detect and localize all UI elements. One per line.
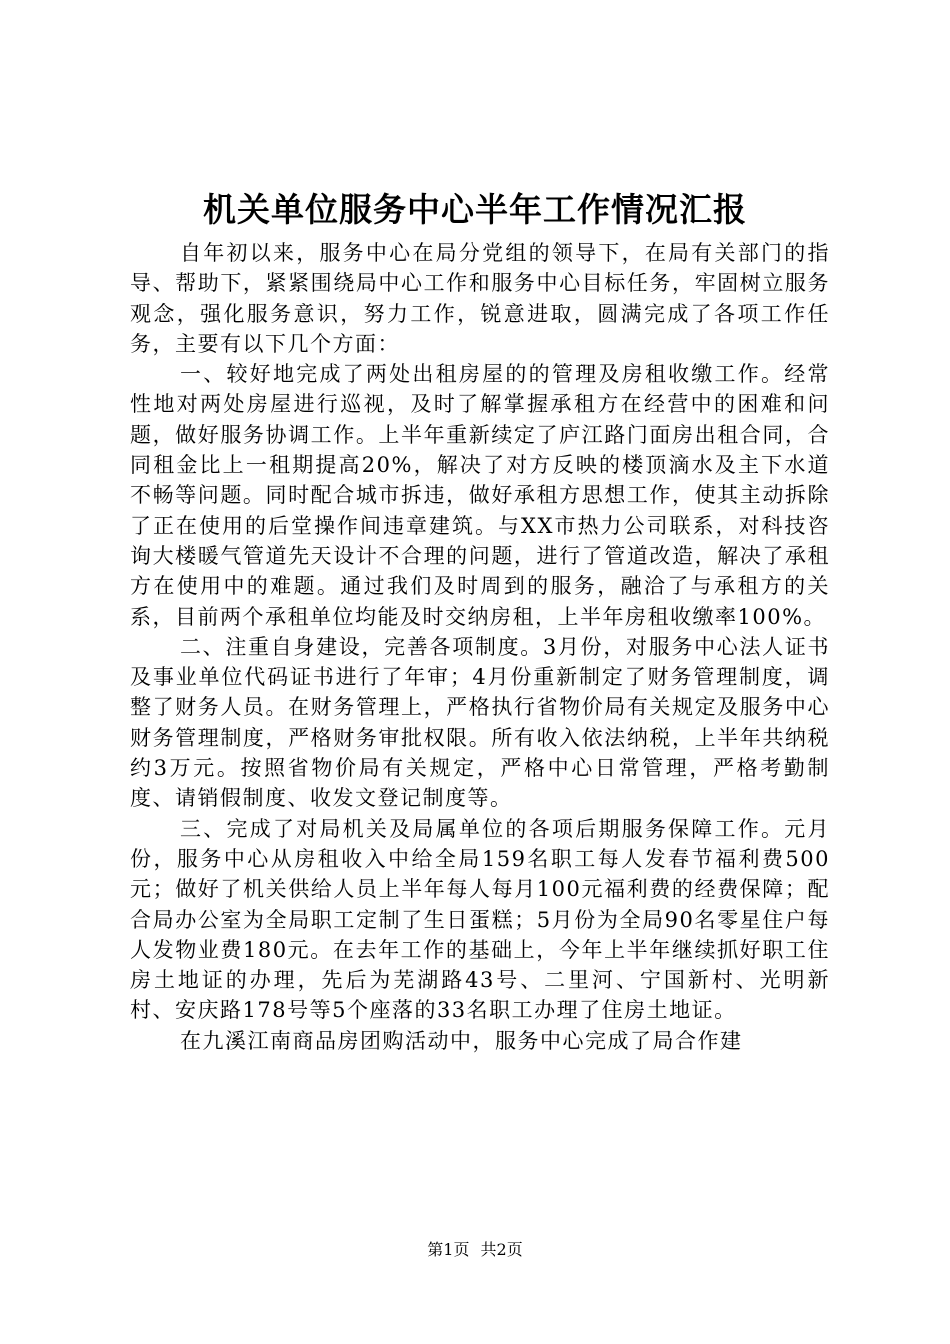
- continuation-paragraph: 在九溪江南商品房团购活动中，服务中心完成了局合作建: [180, 1028, 743, 1053]
- page-number: 第1页: [427, 1240, 470, 1259]
- section-three-paragraph: 三、完成了对局机关及局属单位的各项后期服务保障工作。元月份，服务中心从房租收入中给全局159名职工每人发春节福利费500元；做好了机关供给人员上半年每人每月100元福利费的经费保障；配合局办公室为全局职工定制了生日蛋糕；5月份为全局90名零星住户每人发物业费180元。在去年工作的基础上，今年上半年继续抓好职工住房土地证的办理，先后为芜湖路43号、二里河、宁国新村、光明新村、安庆路178号等5个座落的33名职工办理了住房土地证。: [130, 816, 830, 1023]
- section-two-paragraph: 二、注重自身建设，完善各项制度。3月份，对服务中心法人证书及事业单位代码证书进行了年审；4月份重新制定了财务管理制度，调整了财务人员。在财务管理上，严格执行省物价局有关规定及服务中心财务管理制度，严格财务审批权限。所有收入依法纳税，上半年共纳税约3万元。按照省物价局有关规定，严格中心日常管理，严格考勤制度、请销假制度、收发文登记制度等。: [130, 634, 830, 811]
- document-title: 机关单位服务中心半年工作情况汇报: [203, 190, 747, 229]
- intro-paragraph: 自年初以来，服务中心在局分党组的领导下，在局有关部门的指导、帮助下，紧紧围绕局中心工作和服务中心目标任务，牢固树立服务观念，强化服务意识，努力工作，锐意进取，圆满完成了各项工作任务，主要有以下几个方面：: [130, 241, 830, 356]
- document-body: [130, 238, 830, 1056]
- page-footer: [0, 1240, 950, 1260]
- page-total: 共2页: [480, 1240, 523, 1259]
- section-one-paragraph: 一、较好地完成了两处出租房屋的的管理及房租收缴工作。经常性地对两处房屋进行巡视，及时了解掌握承租方在经营中的困难和问题，做好服务协调工作。上半年重新续定了庐江路门面房出租合同，合同租金比上一租期提高20%，解决了对方反映的楼顶滴水及主下水道不畅等问题。同时配合城市拆违，做好承租方思想工作，使其主动拆除了正在使用的后堂操作间违章建筑。与XX市热力公司联系，对科技咨询大楼暖气管道先天设计不合理的问题，进行了管道改造，解决了承租方在使用中的难题。通过我们及时周到的服务，融洽了与承租方的关系，目前两个承租单位均能及时交纳房租，上半年房租收缴率100%。: [130, 362, 830, 629]
